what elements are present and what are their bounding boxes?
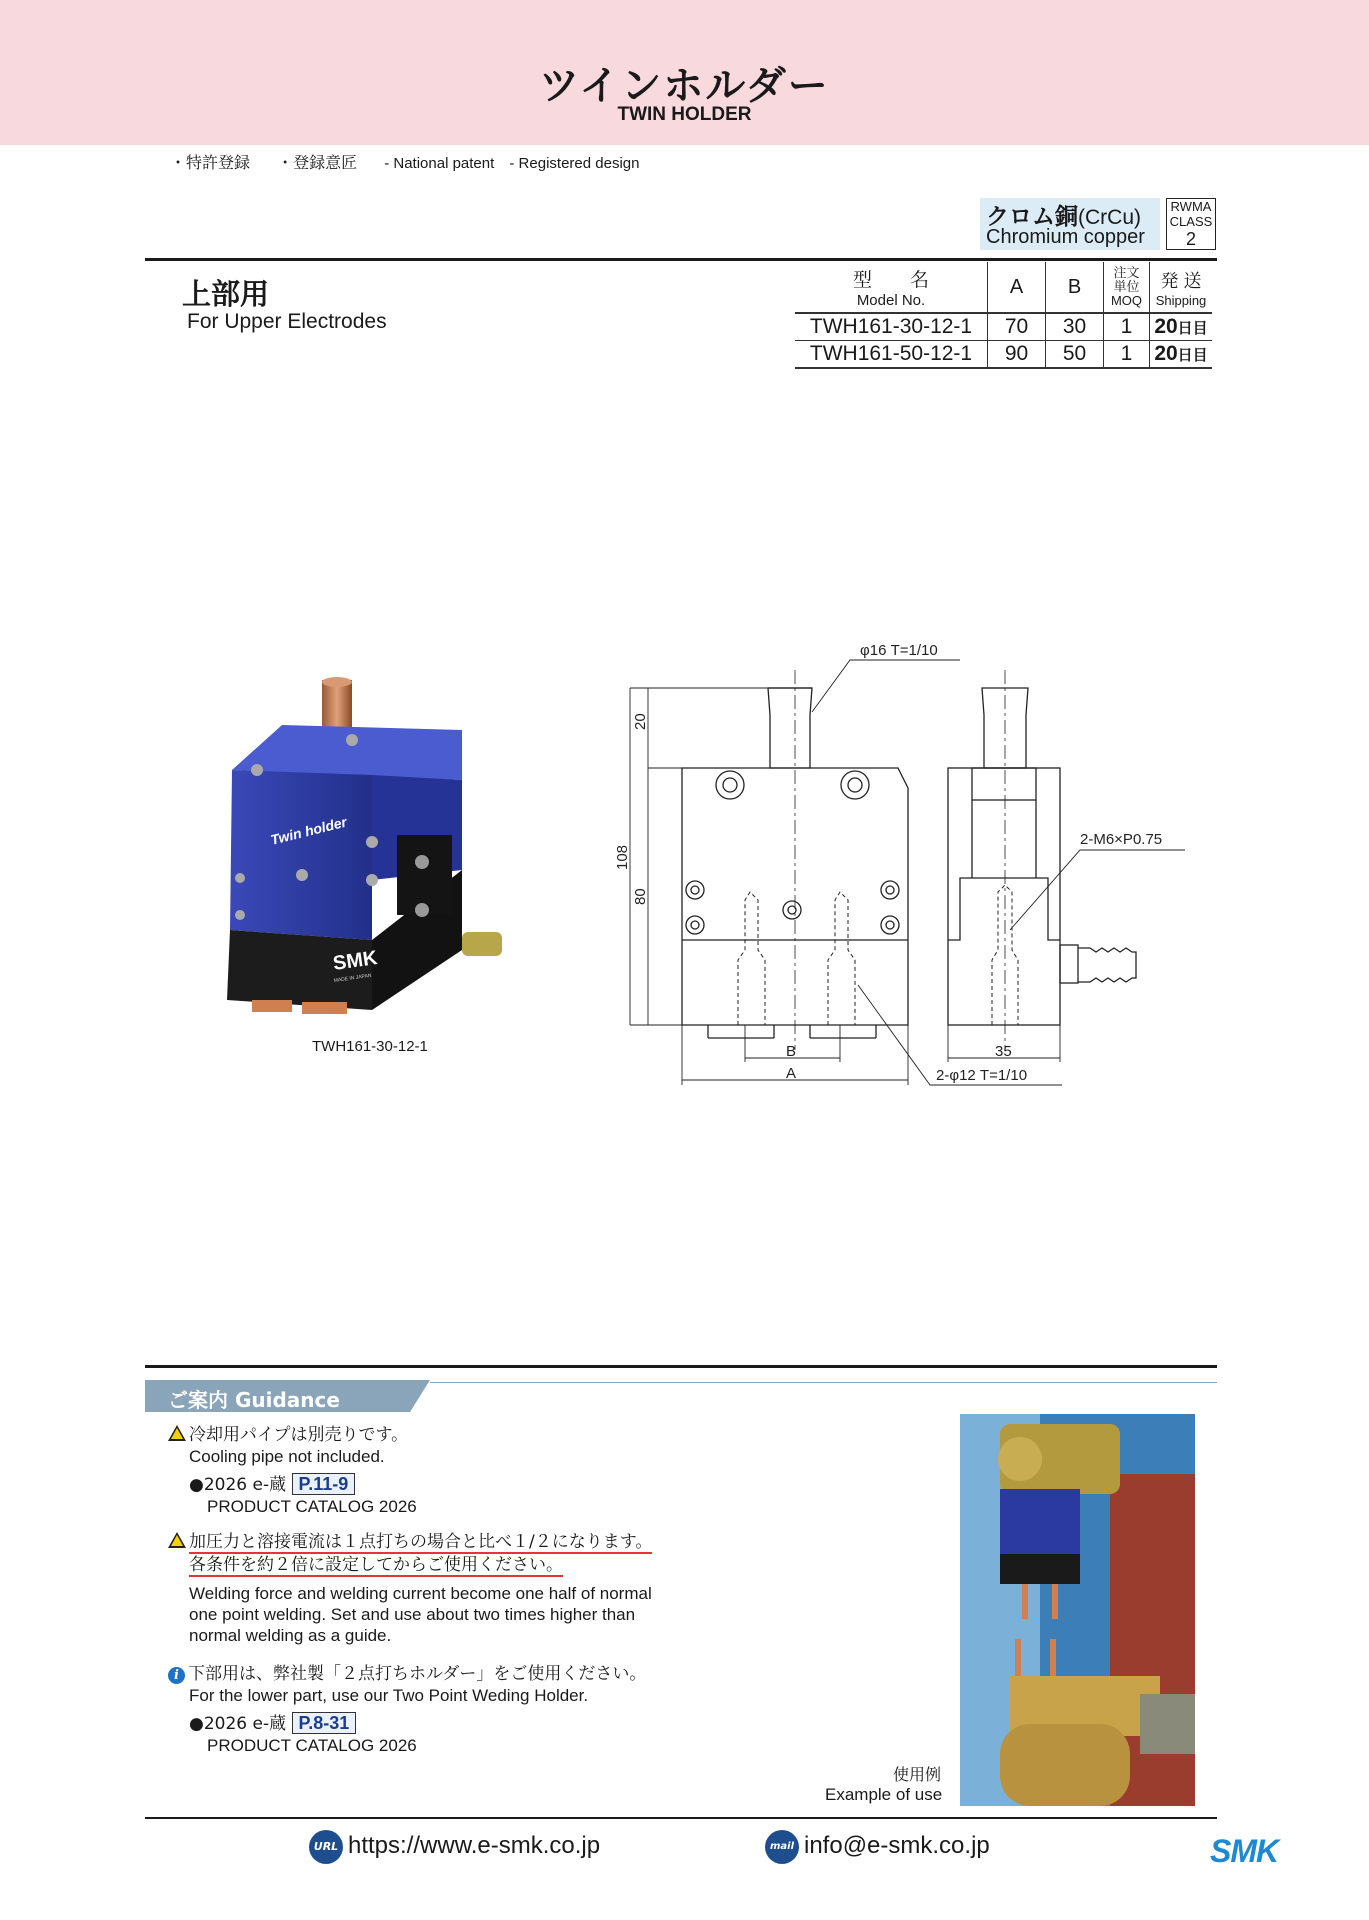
- guidance-item-2-en: Welding force and welding current become one half of normal one point welding. Set and use about two times higher than normal welding as a guide.: [189, 1584, 652, 1645]
- callout-bottom: 2-φ12 T=1/10: [936, 1067, 1028, 1084]
- url-icon: URL: [309, 1830, 343, 1864]
- footer-divider: [145, 1817, 1217, 1819]
- rwma-class-badge: [1166, 198, 1216, 250]
- product-photo-caption: TWH161-30-12-1: [312, 1038, 428, 1055]
- cell-moq: 1: [1104, 313, 1150, 341]
- svg-text:MADE IN JAPAN: MADE IN JAPAN: [333, 972, 372, 984]
- website-link[interactable]: https://www.e-smk.co.jp: [348, 1832, 601, 1859]
- dim-35: 35: [995, 1043, 1012, 1060]
- page-title: ツインホルダー: [539, 63, 830, 109]
- guidance-divider: [145, 1365, 1217, 1368]
- cell-a: 70: [988, 313, 1046, 341]
- rwma-label: RWMA: [1170, 199, 1212, 214]
- dim-a: A: [786, 1065, 797, 1082]
- patent-jp-1: ・特許登録: [170, 153, 251, 172]
- material-name-en: Chromium copper: [986, 226, 1145, 248]
- dim-b: B: [786, 1043, 797, 1060]
- table-header-row: [795, 262, 1212, 313]
- section-title-en: For Upper Electrodes: [187, 310, 387, 333]
- guidance-item-3-en: For the lower part, use our Two Point Weding Holder.: [189, 1686, 589, 1705]
- catalog-name-1: PRODUCT CATALOG 2026: [207, 1497, 417, 1516]
- class-number: 2: [1185, 229, 1196, 249]
- example-caption-jp: 使用例: [893, 1765, 942, 1784]
- cell-model: TWH161-30-12-1: [795, 313, 988, 341]
- side-view: [948, 670, 1136, 1050]
- cell-b: 30: [1046, 313, 1104, 341]
- catalog-page-link[interactable]: P.11-9: [292, 1473, 356, 1495]
- holder-brand-text: SMK: [331, 946, 379, 975]
- section-title-jp: 上部用: [182, 277, 270, 311]
- cell-shipping: 20日目: [1150, 313, 1213, 341]
- cell-moq: 1: [1104, 341, 1150, 369]
- cell-a: 90: [988, 341, 1046, 369]
- page-subtitle: TWIN HOLDER: [617, 104, 752, 125]
- patent-en-1: - National patent: [384, 155, 495, 172]
- table-row: [795, 313, 1212, 341]
- guidance-title: ご案内 Guidance: [168, 1388, 340, 1412]
- guidance-item-2-line2: 各条件を約２倍に設定してからご使用ください。: [189, 1555, 563, 1575]
- warning-icon: [168, 1532, 186, 1548]
- col-shipping: 発 送 Shipping: [1150, 262, 1213, 313]
- col-b: B: [1046, 262, 1104, 313]
- patent-notes: [170, 150, 649, 173]
- guidance-item-3: i 下部用は、弊社製「２点打ちホルダー」をご使用ください。: [168, 1663, 646, 1685]
- electrode-tip: [252, 1000, 292, 1012]
- product-photo: [222, 670, 532, 1030]
- mail-icon: mail: [765, 1830, 799, 1864]
- catalog-name-2: PRODUCT CATALOG 2026: [207, 1736, 417, 1755]
- electrode-tip: [302, 1002, 347, 1014]
- table-row: [795, 341, 1212, 369]
- warning-icon: [168, 1425, 186, 1441]
- class-label: CLASS: [1169, 214, 1213, 229]
- catalog-ref-2: ●2026 e-蔵 P.8-31: [189, 1712, 356, 1735]
- col-moq: 注文 単位 MOQ: [1104, 262, 1150, 313]
- guidance-item-2: 加圧力と溶接電流は１点打ちの場合と比べ１/２になります。: [168, 1531, 652, 1553]
- callout-right: 2-M6×P0.75: [1080, 831, 1163, 848]
- spec-table: [795, 262, 1212, 369]
- dim-80: 80: [632, 888, 649, 905]
- holder-logo-text: Twin holder: [268, 813, 349, 848]
- col-a: A: [988, 262, 1046, 313]
- callout-top: φ16 T=1/10: [860, 642, 938, 659]
- guidance-underline: [430, 1382, 1217, 1383]
- front-view: [682, 670, 908, 1050]
- example-photo: [960, 1414, 1195, 1806]
- section-divider: [145, 258, 1217, 261]
- technical-drawing: [600, 630, 1200, 1100]
- patent-en-2: - Registered design: [509, 155, 640, 172]
- material-name-jp: クロム銅(CrCu): [986, 204, 1141, 230]
- cell-shipping: 20日目: [1150, 341, 1213, 369]
- brand-logo: SMK: [1210, 1833, 1279, 1869]
- cell-b: 50: [1046, 341, 1104, 369]
- dim-20: 20: [632, 713, 649, 730]
- hose-fitting: [462, 932, 502, 956]
- catalog-page-link[interactable]: P.8-31: [292, 1712, 357, 1734]
- email-link[interactable]: info@e-smk.co.jp: [804, 1832, 990, 1859]
- example-caption-en: Example of use: [825, 1785, 943, 1804]
- guidance-item-1: 冷却用パイプは別売りです。: [168, 1424, 408, 1446]
- cell-model: TWH161-50-12-1: [795, 341, 988, 369]
- patent-jp-2: ・登録意匠: [277, 153, 358, 172]
- col-model: 型 名 Model No.: [852, 270, 929, 309]
- catalog-ref-1: ●2026 e-蔵 P.11-9: [189, 1473, 355, 1496]
- dim-108: 108: [614, 844, 631, 870]
- guidance-item-1-en: Cooling pipe not included.: [189, 1447, 385, 1466]
- holder-front-face: [230, 770, 372, 940]
- info-icon: i: [168, 1667, 185, 1684]
- material-formula: (CrCu): [1078, 206, 1141, 229]
